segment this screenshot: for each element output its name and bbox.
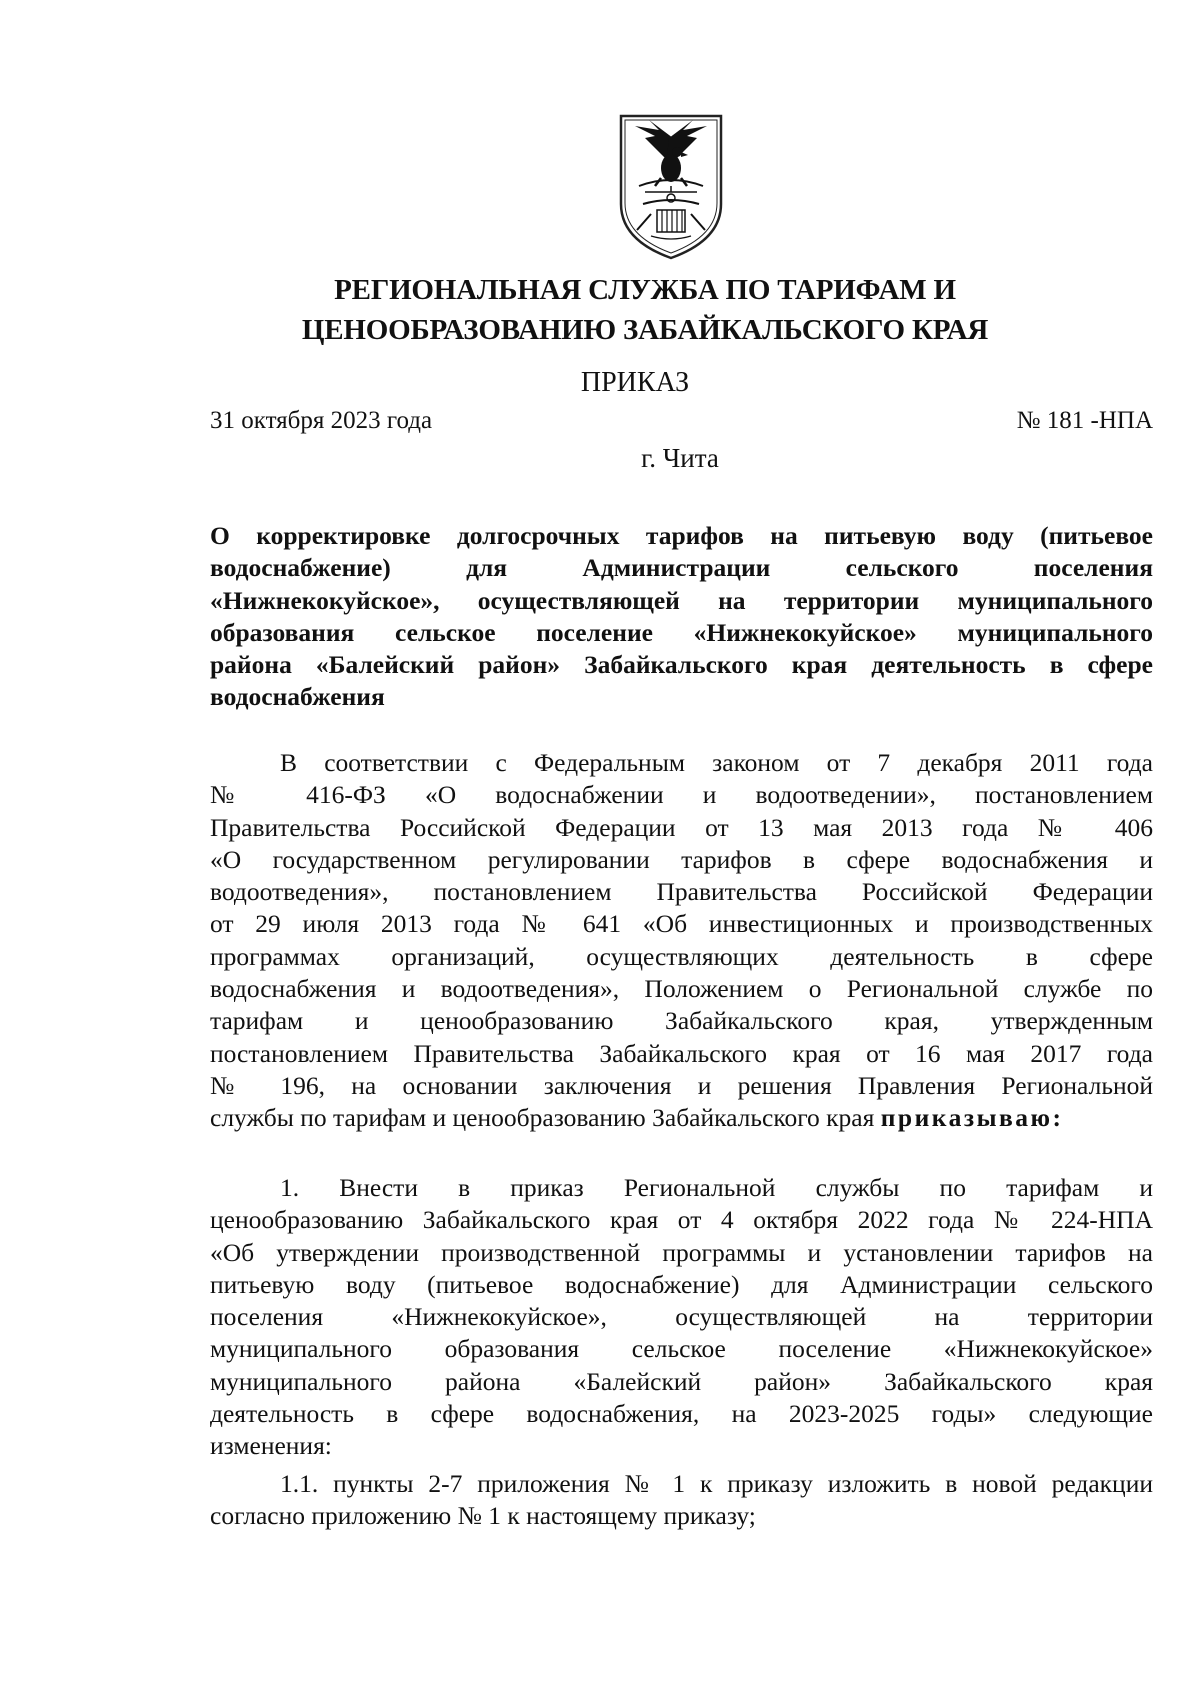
document-number: № 181 -НПА — [1016, 407, 1153, 434]
clause-1-line: деятельность в сфере водоснабжения, на 2023-2025 годы» следующие — [210, 1399, 1153, 1429]
organization-title-line-1: РЕГИОНАЛЬНАЯ СЛУЖБА ПО ТАРИФАМ И — [334, 274, 956, 306]
preamble-line: водоснабжения и водоотведения», Положением о Региональной службе по — [210, 974, 1153, 1004]
subject-line: водоснабжение) для Администрации сельского поселения — [210, 553, 1153, 583]
preamble-line: № 416-ФЗ «О водоснабжении и водоотведении», постановлением — [210, 780, 1153, 810]
preamble-line: программах организаций, осуществляющих деятельность в сфере — [210, 941, 1153, 971]
clause-1-line: «Об утверждении производственной программы и установлении тарифов на — [210, 1237, 1153, 1267]
organization-title-line-2: ЦЕНООБРАЗОВАНИЮ ЗАБАЙКАЛЬСКОГО КРАЯ — [301, 314, 989, 346]
preamble-line: тарифам и ценообразованию Забайкальского края, утвержденным — [210, 1006, 1153, 1036]
clause-1 — [210, 1172, 1153, 1463]
preamble-last-line — [210, 1102, 1153, 1134]
clause-1-line: питьевую воду (питьевое водоснабжение) для Администрации сельского — [210, 1269, 1153, 1299]
clause-1-1-line: согласно приложению № 1 к настоящему приказу; — [210, 1501, 756, 1531]
subject-line: водоснабжения — [210, 682, 385, 712]
clause-1-line: муниципального образования сельское поселение «Нижнекокуйское» — [210, 1334, 1153, 1364]
clause-1-line: поселения «Нижнекокуйское», осуществляющей на территории — [210, 1302, 1153, 1332]
preamble-line: № 196, на основании заключения и решения Правления Региональной — [210, 1070, 1153, 1100]
subject-line: образования сельское поселение «Нижнекокуйское» муниципального — [210, 617, 1153, 647]
document-date: 31 октября 2023 года — [210, 407, 433, 434]
preamble-paragraph — [210, 747, 1153, 1135]
document-type: ПРИКАЗ — [580, 367, 690, 398]
subject-line: О корректировке долгосрочных тарифов на питьевую воду (питьевое — [210, 521, 1153, 550]
clause-1-line: изменения: — [210, 1431, 332, 1461]
preamble-line: постановлением Правительства Забайкальского края от 16 мая 2017 года — [210, 1038, 1153, 1068]
preamble-line: Правительства Российской Федерации от 13 мая 2013 года № 406 — [210, 812, 1153, 842]
clause-1-line: муниципального района «Балейский район» Забайкальского края — [210, 1366, 1153, 1396]
organization-title — [215, 270, 1075, 350]
clause-1-line: 1. Внести в приказ Региональной службы по тарифам и — [280, 1173, 1153, 1202]
subject-line: района «Балейский район» Забайкальского края деятельность в сфере — [210, 650, 1153, 680]
preamble-line: от 29 июля 2013 года № 641 «Об инвестиционных и производственных — [210, 909, 1153, 939]
clause-1-1-line: 1.1. пункты 2-7 приложения № 1 к приказу изложить в новой редакции — [280, 1469, 1153, 1498]
clause-1-1 — [210, 1468, 1153, 1533]
preamble-line: «О государственном регулировании тарифов в сфере водоснабжения и — [210, 844, 1153, 874]
preamble-line: службы по тарифам и ценообразованию Забайкальского края — [210, 1103, 875, 1133]
decree-word: приказываю: — [880, 1103, 1064, 1133]
clause-1-line: ценообразованию Забайкальского края от 4 октября 2022 года № 224-НПА — [210, 1205, 1153, 1235]
coat-of-arms-icon — [615, 112, 727, 262]
preamble-line: В соответствии с Федеральным законом от 7 декабря 2011 года — [280, 748, 1153, 777]
order-subject — [210, 520, 1153, 714]
document-city: г. Чита — [641, 443, 719, 473]
subject-line: «Нижнекокуйское», осуществляющей на территории муниципального — [210, 585, 1153, 615]
preamble-line: водоотведения», постановлением Правительства Российской Федерации — [210, 877, 1153, 907]
